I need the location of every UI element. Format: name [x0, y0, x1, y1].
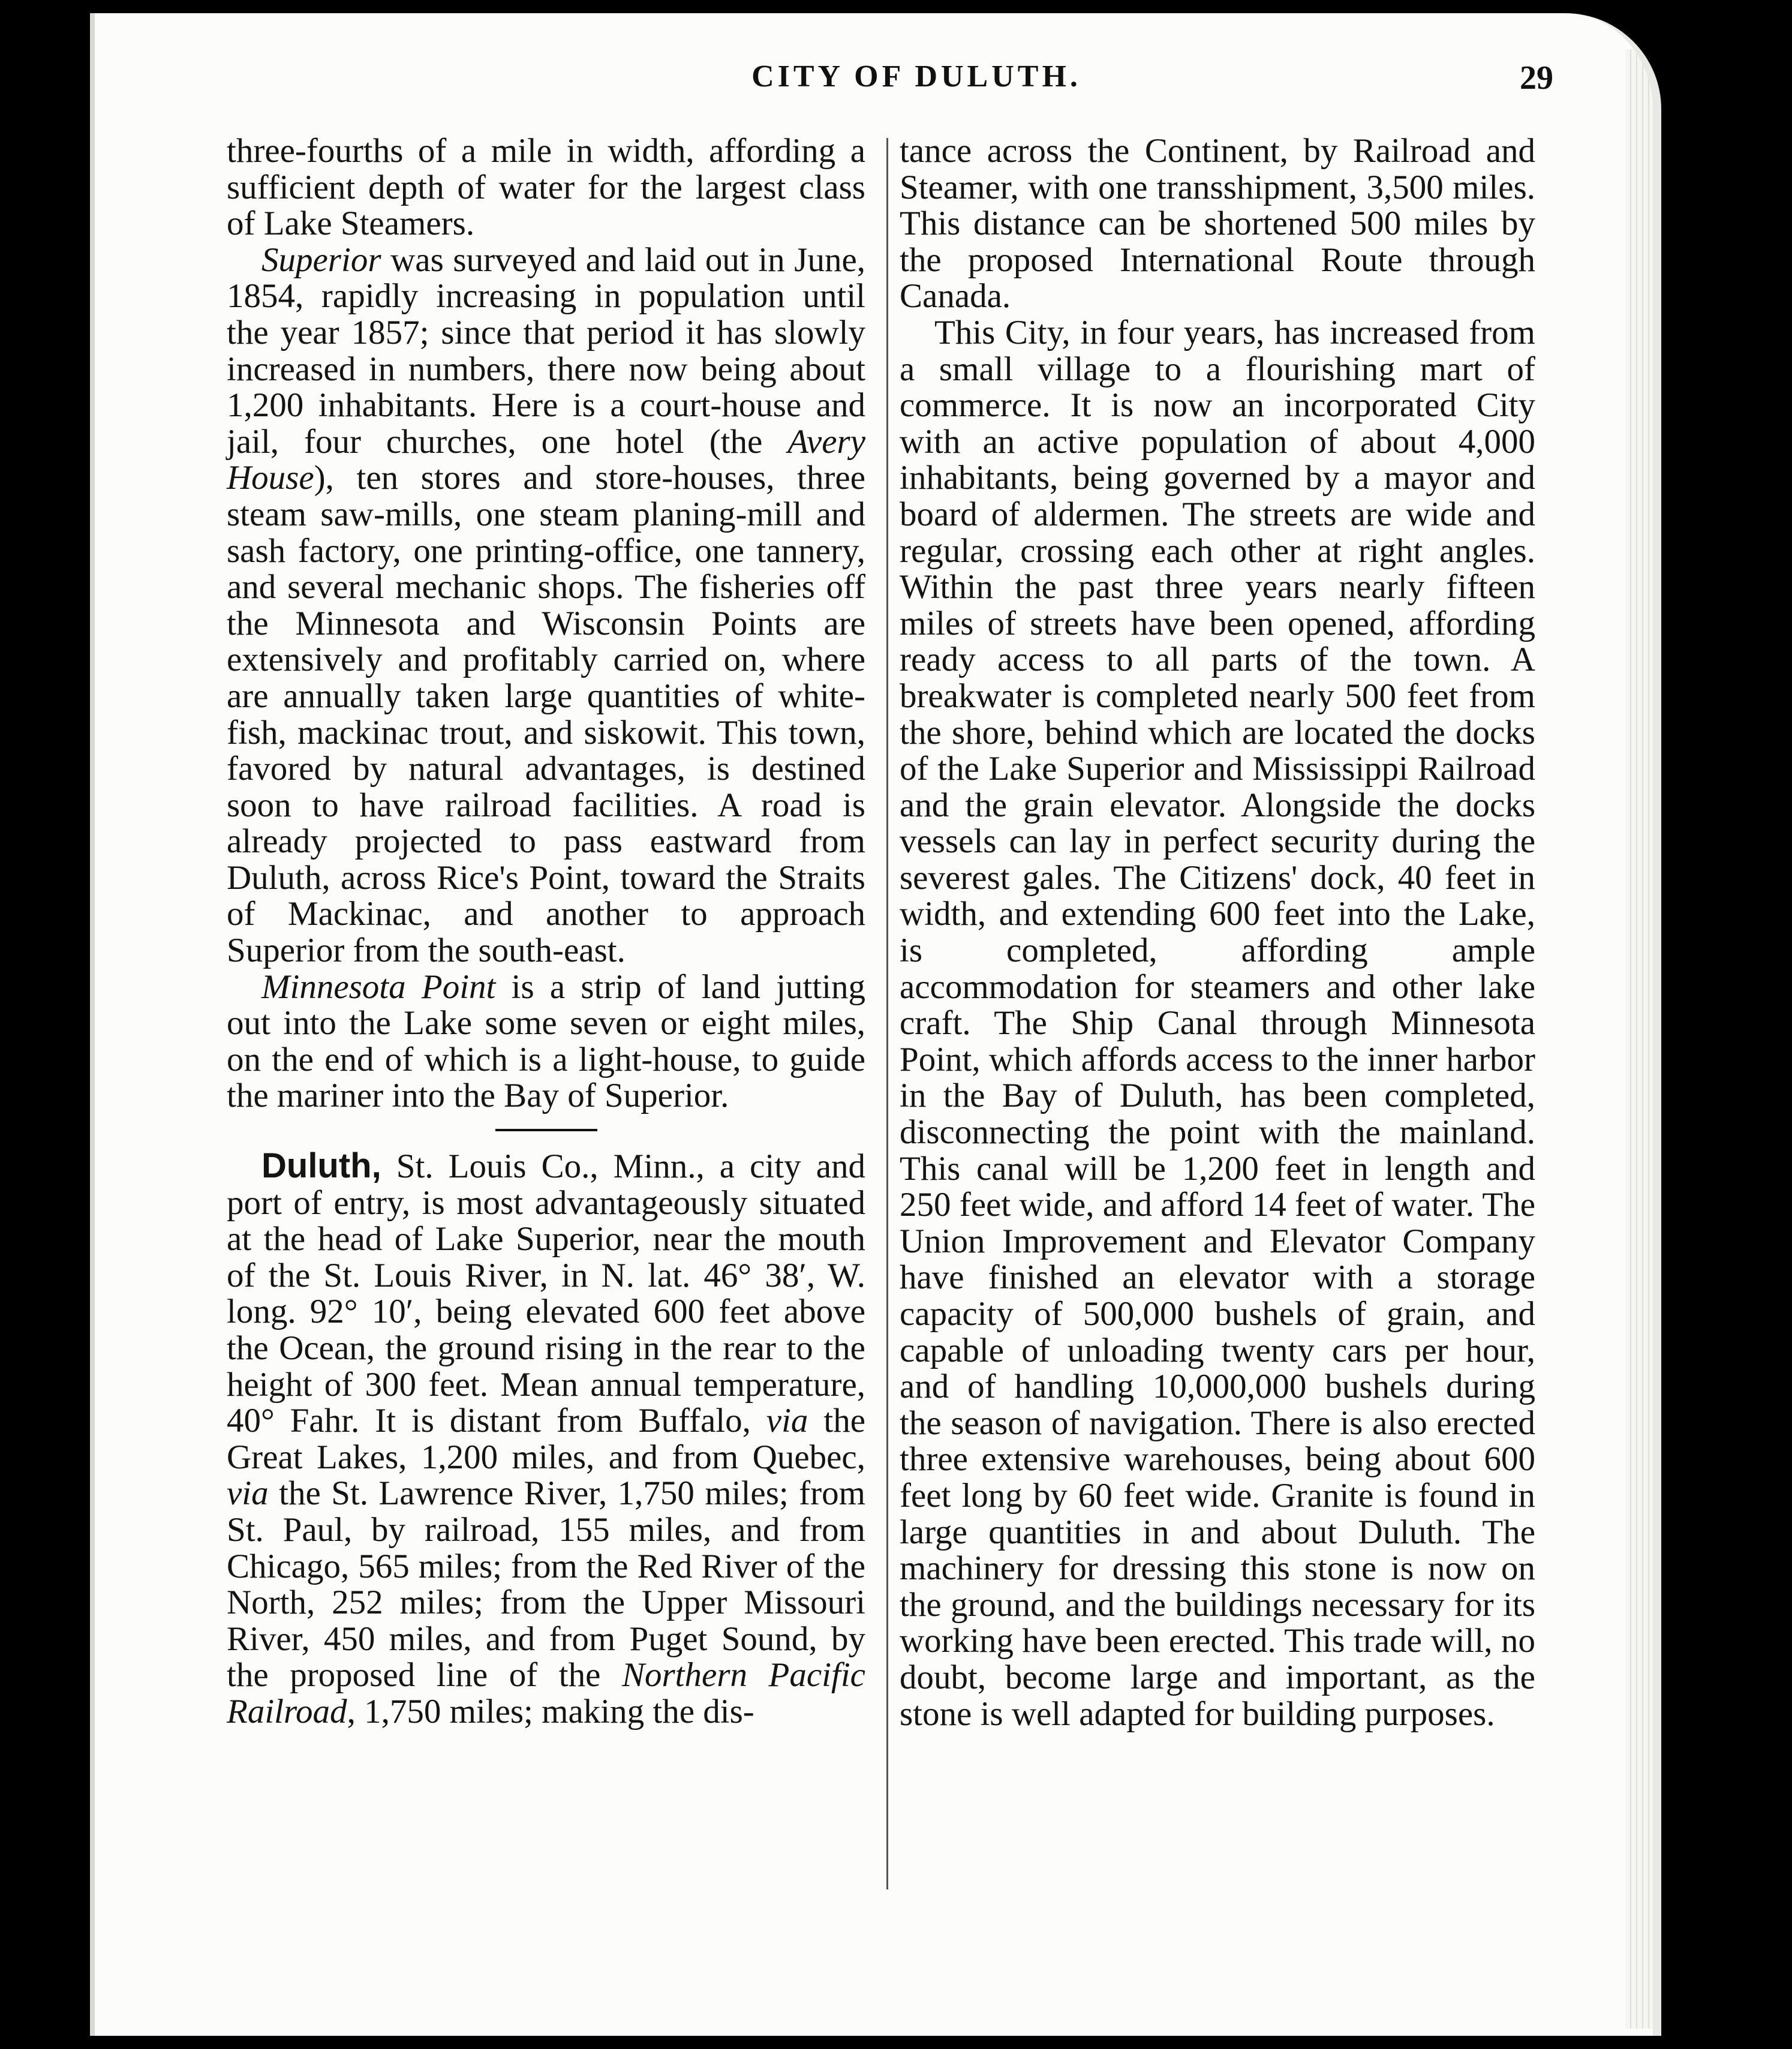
- left-column: [227, 133, 865, 1933]
- entry-heading: Duluth,: [261, 1146, 381, 1186]
- right-column: [900, 133, 1535, 1933]
- railroad-name: Northern Pacific Railroad: [227, 1656, 865, 1730]
- column-rule: [886, 138, 888, 1889]
- term-minnesota-point: Minnesota Point: [261, 968, 496, 1006]
- paragraph: This City, in four years, has increased from a small village to a flourishing mart of commerce. It is now an incorporated City with an active population of about 4,000 inhabitants, being governed by a mayor and board of aldermen. The streets are wide and regular, crossing each other at right angles. Within the past three years nearly fifteen miles of streets have been opened, affording ready access to all parts of the town. A breakwater is completed nearly 500 feet from the shore, behind which are located the docks of the Lake Superior and Mississippi Railroad and the grain elevator. Alongside the docks vessels can lay in perfect security during the severest gales. The Citizens' dock, 40 feet in width, and extending 600 feet into the Lake, is completed, affording ample accommodation for steamers and other lake craft. The Ship Canal through Minnesota Point, which affords access to the inner harbor in the Bay of Duluth, has been completed, disconnecting the point with the mainland. This canal will be 1,200 feet in length and 250 feet wide, and afford 14 feet of water. The Union Improvement and Elevator Company have finished an elevator with a storage capacity of 500,000 bushels of grain, and capable of unloading twenty cars per hour, and of handling 10,000,000 bushels during the season of navigation. There is also erected three extensive warehouses, being about 600 feet long by 60 feet wide. Granite is found in large quantities in and about Duluth. The machinery for dressing this stone is now on the ground, and the buildings necessary for its working have been erected. This trade will, no doubt, become large and important, as the stone is well adapted for building purposes.: [900, 313, 1535, 1733]
- page-number: 29: [1520, 59, 1553, 97]
- page-edge: [1625, 49, 1661, 2029]
- binding-edge: [90, 13, 95, 2036]
- hotel-name: Avery House: [227, 422, 865, 497]
- running-title: CITY OF DULUTH.: [751, 59, 1081, 94]
- paragraph-duluth-entry: Duluth, St. Louis Co., Minn., a city and port of entry, is most advantageously situated at the head of Lake Superior, near the mouth of the St. Louis River, in N. lat. 46° 38′, W. long. 92° 10′, being elevated 600 feet above the Ocean, the ground rising in the rear to the height of 300 feet. Mean annual temperature, 40° Fahr. It is distant from Buffalo, via the Great Lakes, 1,200 miles, and from Quebec, via the St. Lawrence River, 1,750 miles; from St. Paul, by railroad, 155 miles, and from Chicago, 565 miles; from the Red River of the North, 252 miles; from the Upper Missouri River, 450 miles, and from Puget Sound, by the proposed line of the Northern Pacific Railroad, 1,750 miles; making the dis-: [227, 1146, 865, 1730]
- paragraph-minnesota-point: Minnesota Point is a strip of land jutting out into the Lake some seven or eight miles, on the end of which is a light-house, to guide the mariner into the Bay of Superior.: [227, 968, 865, 1115]
- paragraph-superior: Superior was surveyed and laid out in June, 1854, rapidly increasing in population until the year 1857; since that period it has slowly increased in numbers, there now being about 1,200 inhabitants. Here is a court-house and jail, four churches, one hotel (the Avery House), ten stores and store-houses, three steam saw-mills, one steam planing-mill and sash factory, one printing-office, one tannery, and several mechanic shops. The fisheries off the Minnesota and Wisconsin Points are extensively and profitably carried on, where are annually taken large quantities of white-fish, mackinac trout, and siskowit. This town, favored by natural advantages, is destined soon to have railroad facilities. A road is already projected to pass eastward from Duluth, across Rice's Point, toward the Straits of Mackinac, and another to approach Superior from the south-east.: [227, 241, 865, 970]
- paragraph: tance across the Continent, by Railroad and Steamer, with one transshipment, 3,500 miles. This distance can be shortened 500 miles by the proposed International Route through Canada.: [900, 132, 1535, 316]
- term-superior: Superior: [261, 241, 381, 279]
- section-divider: [495, 1129, 597, 1131]
- paragraph: three-fourths of a mile in width, affording a sufficient depth of water for the largest class of Lake Steamers.: [227, 132, 865, 243]
